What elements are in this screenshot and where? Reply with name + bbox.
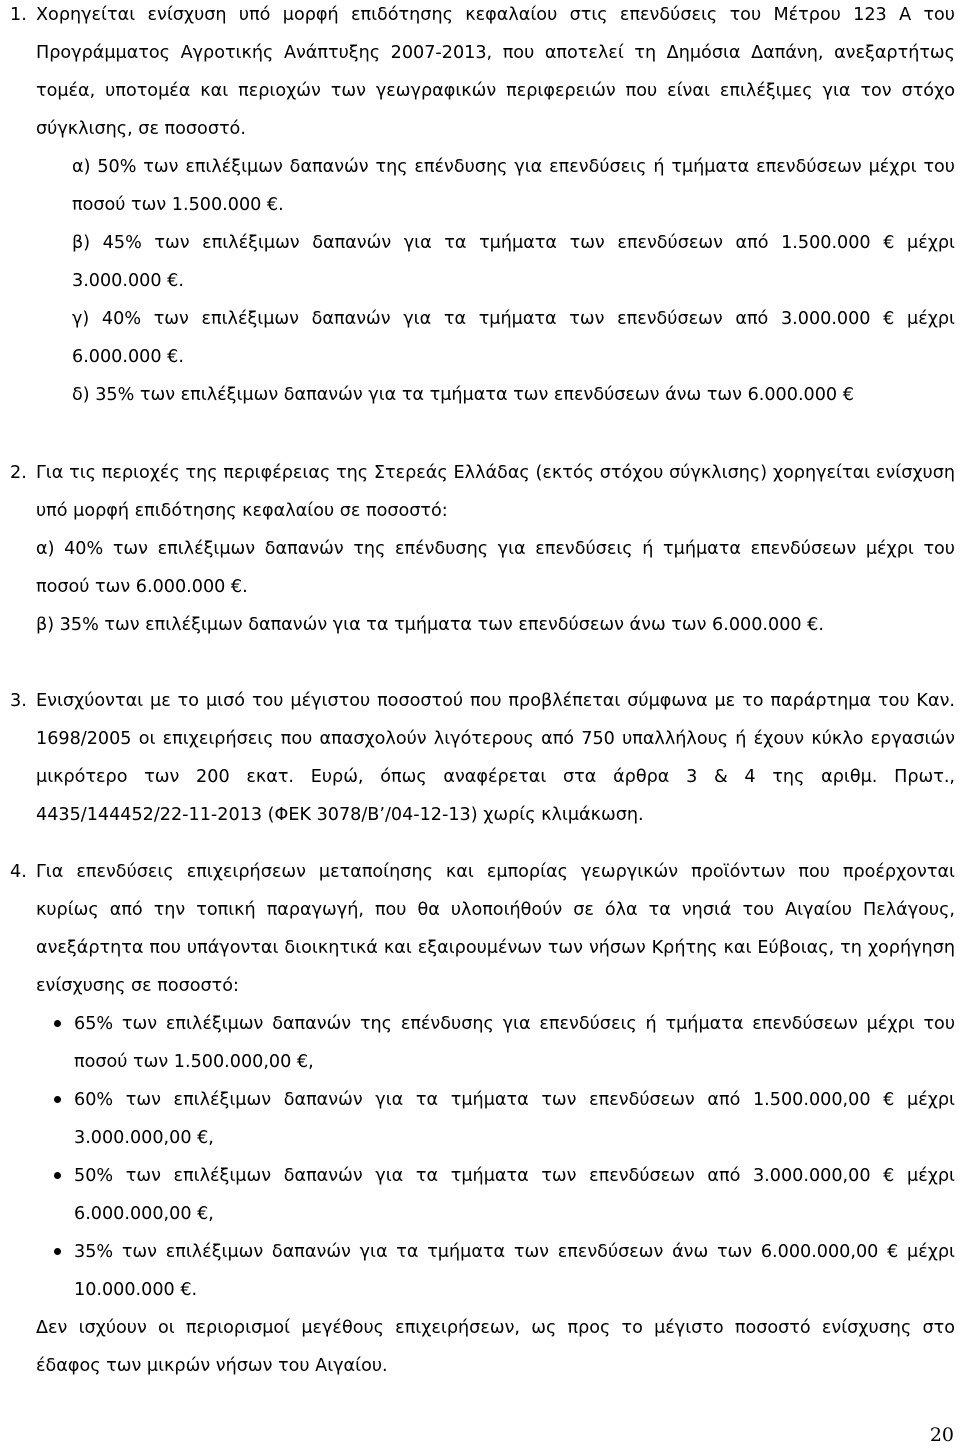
bullet-text: 60% των επιλέξιμων δαπανών για τα τμήματα των επενδύσεων από 1.500.000,00 € μέχρι 3.000.000,00 €, — [74, 1090, 955, 1148]
section-3-number: 3. — [10, 691, 27, 711]
bullet-text: 50% των επιλέξιμων δαπανών για τα τμήματα των επενδύσεων από 3.000.000,00 € μέχρι 6.000.000,00 €, — [74, 1166, 955, 1224]
list-item — [10, 1157, 955, 1233]
section-1-number: 1. — [10, 5, 27, 25]
section-3-text: Ενισχύονται με το μισό του μέγιστου ποσοστού που προβλέπεται σύμφωνα με το παράρτημα του Καν. 1698/2005 οι επιχειρήσεις που απασχολούν λιγότερους από 750 υπαλλήλους ή έχουν κύκλο εργασιών μικρότερο των 200 εκατ. Ευρώ, όπως αναφέρεται στα άρθρα 3 & 4 της αριθμ. Πρωτ., 4435/144452/22-11-2013 (ΦΕΚ 3078/Β’/04-12-13) χωρίς κλιμάκωση. — [36, 691, 955, 825]
section-4-intro: Για επενδύσεις επιχειρήσεων μεταποίησης και εμπορίας γεωργικών προϊόντων που προέρχονται κυρίως από την τοπική παραγωγή, που θα υλοποιήθούν σε όλα τα νησιά του Αιγαίου Πελάγους, ανεξάρτητα που υπάγονται διοικητικά και εξαιρουμένων των νήσων Κρήτης και Εύβοιας, τη χορήγηση ενίσχυσης σε ποσοστό: — [36, 862, 955, 996]
section-2 — [10, 454, 955, 644]
bullet-text: 35% των επιλέξιμων δαπανών για τα τμήματα των επενδύσεων άνω των 6.000.000,00 € μέχρι 10.000.000 €. — [74, 1242, 955, 1300]
section-2-intro: Για τις περιοχές της περιφέρειας της Στερεάς Ελλάδας (εκτός στόχου σύγκλισης) χορηγείται ενίσχυση υπό μορφή επιδότησης κεφαλαίου σε ποσοστό: — [36, 463, 955, 521]
list-item — [10, 1081, 955, 1157]
section-1 — [10, 0, 955, 414]
bullet-text: 65% των επιλέξιμων δαπανών της επένδυσης για επενδύσεις ή τμήματα επενδύσεων μέχρι του ποσού των 1.500.000,00 €, — [74, 1014, 955, 1072]
section-1-item-a: α) 50% των επιλέξιμων δαπανών της επένδυσης για επενδύσεις ή τμήματα επενδύσεων μέχρι του ποσού των 1.500.000 €. — [72, 157, 955, 215]
page-number: 20 — [929, 1424, 954, 1446]
section-2-item-b: β) 35% των επιλέξιμων δαπανών για τα τμήματα των επενδύσεων άνω των 6.000.000 €. — [36, 615, 824, 635]
section-2-item-a: α) 40% των επιλέξιμων δαπανών της επένδυσης για επενδύσεις ή τμήματα επενδύσεων μέχρι του ποσού των 6.000.000 €. — [36, 539, 955, 597]
section-1-item-c: γ) 40% των επιλέξιμων δαπανών για τα τμήματα των επενδύσεων από 3.000.000 € μέχρι 6.000.000 €. — [72, 309, 955, 367]
bullet-icon — [54, 1020, 61, 1027]
section-4-closing: Δεν ισχύουν οι περιορισμοί μεγέθους επιχειρήσεων, ως προς το μέγιστο ποσοστό ενίσχυσης στο έδαφος των μικρών νήσων του Αιγαίου. — [36, 1318, 955, 1376]
list-item — [10, 1233, 955, 1309]
section-1-item-d: δ) 35% των επιλέξιμων δαπανών για τα τμήματα των επενδύσεων άνω των 6.000.000 € — [72, 385, 854, 405]
section-3 — [10, 682, 955, 834]
section-4 — [10, 853, 955, 1385]
bullet-icon — [54, 1172, 61, 1179]
section-1-intro: Χορηγείται ενίσχυση υπό μορφή επιδότησης κεφαλαίου στις επενδύσεις του Μέτρου 123 Α του Προγράμματος Αγροτικής Ανάπτυξης 2007-2013, που αποτελεί τη Δημόσια Δαπάνη, ανεξαρτήτως τομέα, υποτομέα και περιοχών των γεωγραφικών περιφερειών που είναι επιλέξιμες για τον στόχο σύγκλισης, σε ποσοστό. — [36, 5, 955, 139]
section-4-number: 4. — [10, 862, 27, 882]
list-item — [10, 1005, 955, 1081]
section-4-bullet-list — [10, 1005, 955, 1309]
bullet-icon — [54, 1096, 61, 1103]
bullet-icon — [54, 1248, 61, 1255]
section-1-item-b: β) 45% των επιλέξιμων δαπανών για τα τμήματα των επενδύσεων από 1.500.000 € μέχρι 3.000.000 €. — [72, 233, 955, 291]
section-2-number: 2. — [10, 463, 27, 483]
